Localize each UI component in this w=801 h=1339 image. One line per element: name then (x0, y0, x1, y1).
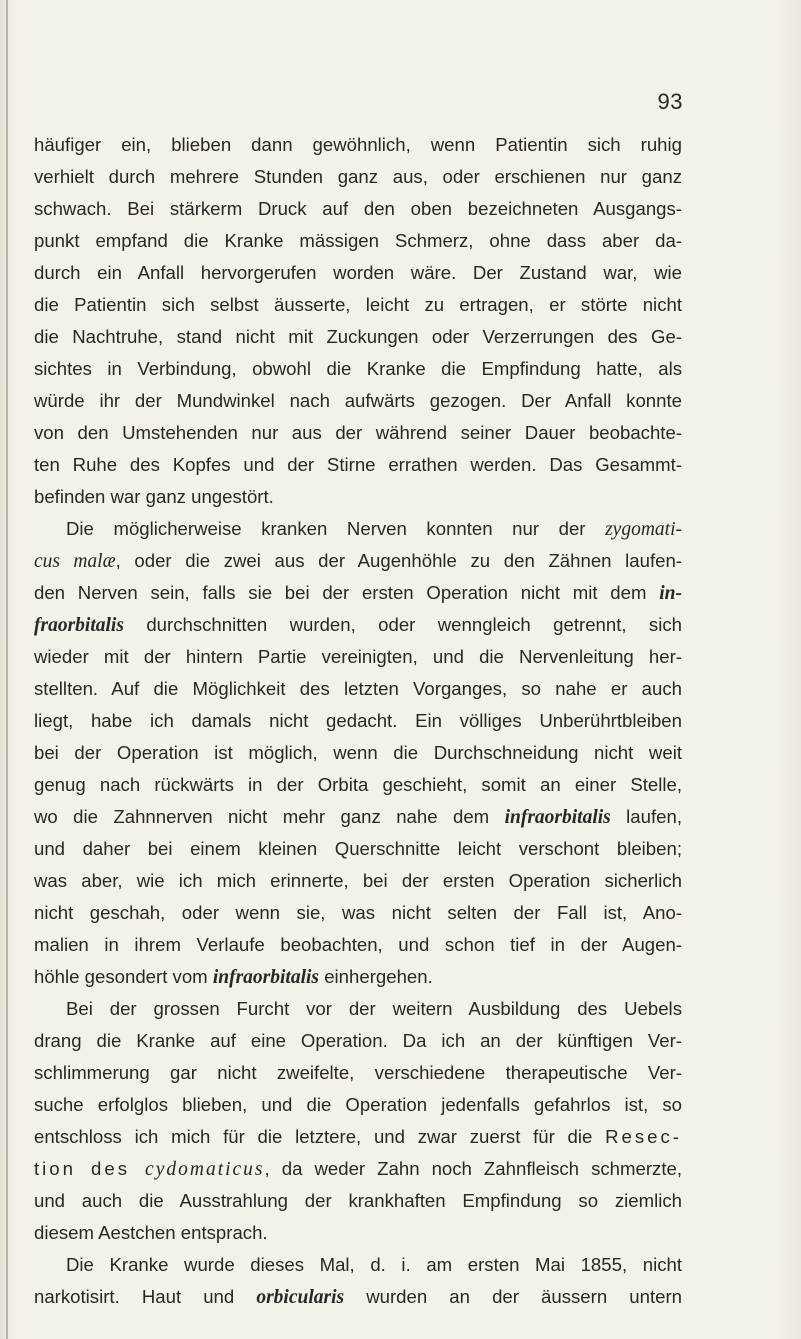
text-line: ten Ruhe des Kopfes und der Stirne errathen werden. Das Gesammt- (34, 454, 682, 475)
page-binding-edge (6, 0, 8, 1339)
text-line: häufiger ein, blieben dann gewöhnlich, wenn Patientin sich ruhig (34, 134, 682, 155)
text-line: schwach. Bei stärkerm Druck auf den oben bezeichneten Ausgangs- (34, 198, 682, 219)
text-line: stellten. Auf die Möglichkeit des letzten Vorganges, so nahe er auch (34, 678, 682, 699)
latin-term: infraorbitalis (212, 967, 320, 988)
text-line: genug nach rückwärts in der Orbita geschieht, somit an einer Stelle, (34, 774, 682, 795)
text-line: diesem Aestchen entsprach. (34, 1222, 268, 1243)
text-line: Bei der grossen Furcht vor der weitern Ausbildung des Uebels (66, 998, 682, 1019)
text-line: und auch die Ausstrahlung der krankhaften Empfindung so ziemlich (34, 1190, 682, 1211)
text-line: entschloss ich mich für die letztere, und zwar zuerst für die Resec- (34, 1126, 682, 1147)
text-line: sichtes in Verbindung, obwohl die Kranke die Empfindung hatte, als (34, 358, 682, 379)
text-line: punkt empfand die Kranke mässigen Schmerz, ohne dass aber da- (34, 230, 682, 251)
text-line: bei der Operation ist möglich, wenn die Durchschneidung nicht weit (34, 742, 682, 763)
latin-term: orbicularis (256, 1287, 345, 1308)
text-line: Die möglicherweise kranken Nerven konnten nur der zygomati- (66, 518, 682, 540)
text-line: wo die Zahnnerven nicht mehr ganz nahe dem infraorbitalis laufen, (34, 806, 682, 828)
text-line: und daher bei einem kleinen Querschnitte leicht verschont bleiben; (34, 838, 682, 859)
text-line: fraorbitalis durchschnitten wurden, oder wenngleich getrennt, sich (34, 614, 682, 636)
text-line: verhielt durch mehrere Stunden ganz aus, oder erschienen nur ganz (34, 166, 682, 187)
text-line: durch ein Anfall hervorgerufen worden wäre. Der Zustand war, wie (34, 262, 682, 283)
text-line: befinden war ganz ungestört. (34, 486, 274, 507)
page-number: 93 (657, 89, 683, 114)
text-line: schlimmerung gar nicht zweifelte, verschiedene therapeutische Ver- (34, 1062, 682, 1083)
text-line: malien in ihrem Verlaufe beobachten, und schon tief in der Augen- (34, 934, 682, 955)
text-line: suche erfolglos blieben, und die Operation jedenfalls gefahrlos ist, so (34, 1094, 682, 1115)
text-line: die Nachtruhe, stand nicht mit Zuckungen oder Verzerrungen des Ge- (34, 326, 682, 347)
text-line: drang die Kranke auf eine Operation. Da ich an der künftigen Ver- (34, 1030, 682, 1051)
text-line: was aber, wie ich mich erinnerte, bei der ersten Operation sicherlich (34, 870, 682, 891)
latin-term: cus malæ (34, 551, 116, 572)
text-line: wieder mit der hintern Partie vereinigten, und die Nervenleitung her- (34, 646, 682, 667)
spaced-term: Resec- (605, 1126, 682, 1147)
text-line: die Patientin sich selbst äusserte, leicht zu ertragen, er störte nicht (34, 294, 682, 315)
latin-term: fraorbitalis (34, 615, 124, 636)
latin-term: cydomaticus (145, 1159, 265, 1180)
text-line: liegt, habe ich damals nicht gedacht. Ein völliges Unberührtbleiben (34, 710, 682, 731)
latin-term: infraorbitalis (504, 807, 611, 828)
text-line: den Nerven sein, falls sie bei der ersten Operation nicht mit dem in- (34, 582, 682, 604)
text-line: würde ihr der Mundwinkel nach aufwärts gezogen. Der Anfall konnte (34, 390, 682, 411)
text-line: cus malæ, oder die zwei aus der Augenhöhle zu den Zähnen laufen- (34, 550, 682, 572)
text-line: tion des cydomaticus, da weder Zahn noch Zahnfleisch schmerzte, (34, 1158, 682, 1180)
text-line: narkotisirt. Haut und orbicularis wurden an der äussern untern (34, 1286, 682, 1308)
text-line: höhle gesondert vom infraorbitalis einhergehen. (34, 966, 433, 988)
text-line: von den Umstehenden nur aus der während seiner Dauer beobachte- (34, 422, 682, 443)
text-line: nicht geschah, oder wenn sie, was nicht selten der Fall ist, Ano- (34, 902, 682, 923)
latin-term: zygomati- (605, 519, 682, 540)
latin-term: in- (659, 583, 682, 604)
text-line: Die Kranke wurde dieses Mal, d. i. am ersten Mai 1855, nicht (66, 1254, 682, 1275)
body-text (34, 129, 682, 1313)
